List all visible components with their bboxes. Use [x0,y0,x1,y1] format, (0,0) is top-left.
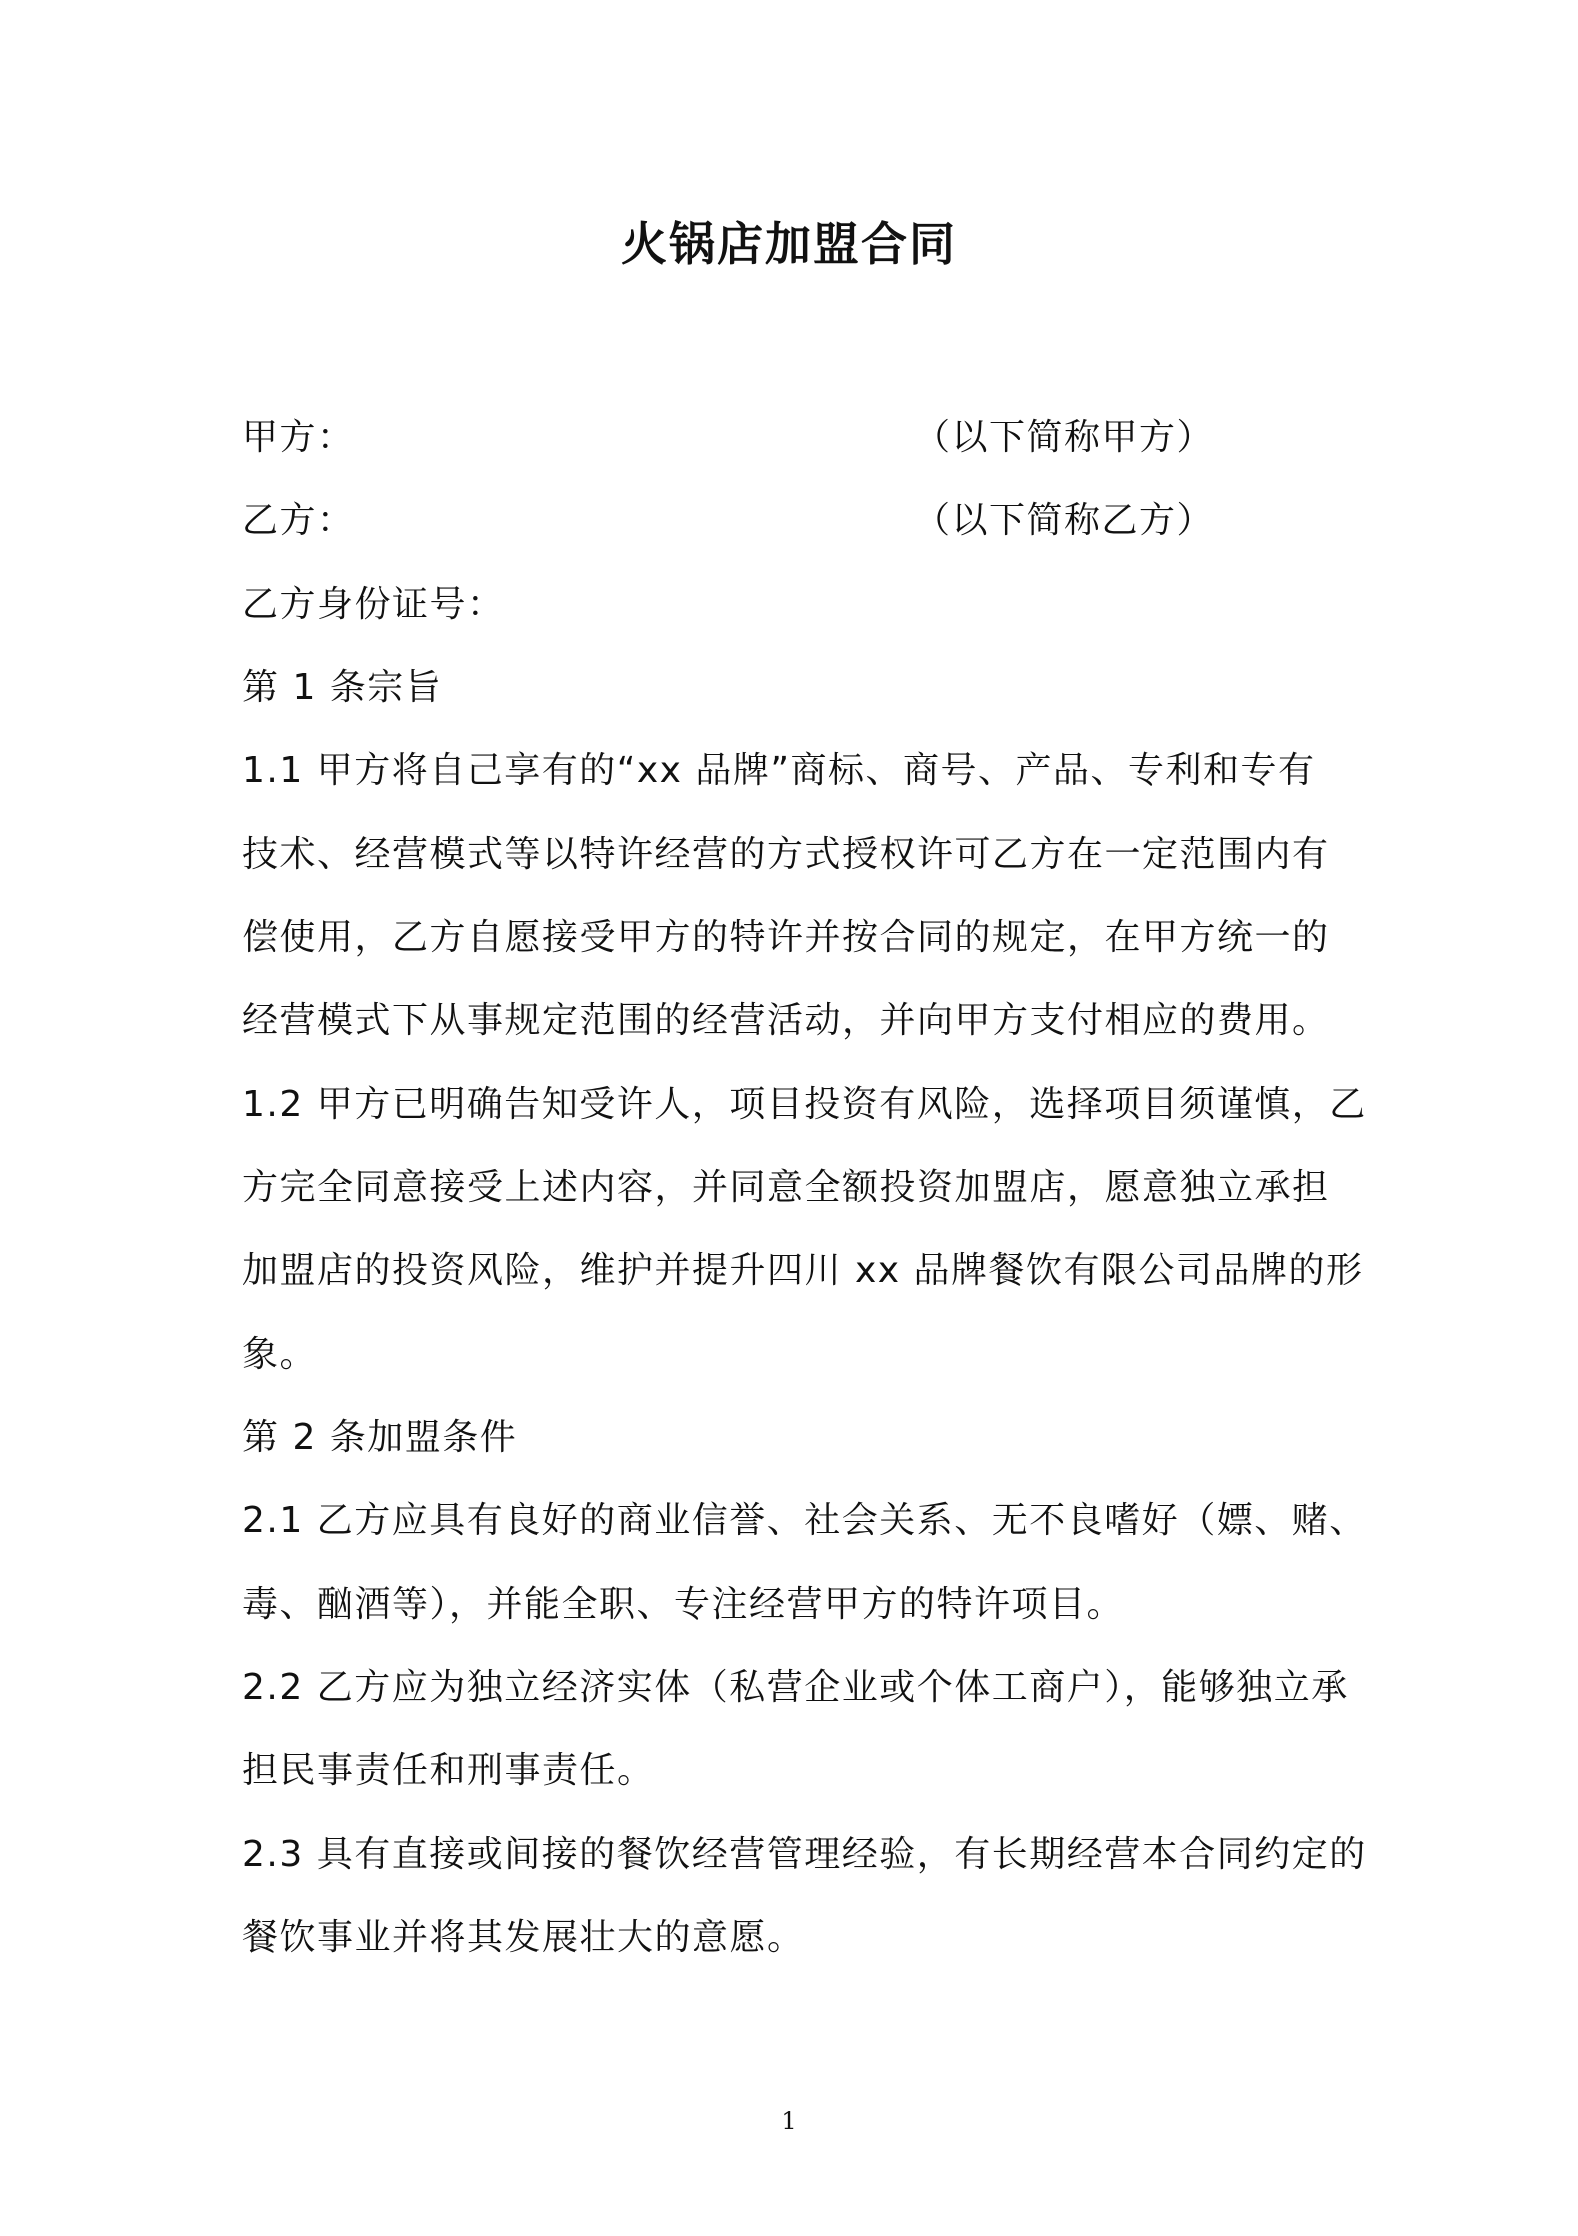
party-b-note: （以下简称乙方） [914,500,1215,541]
article-1-1-line-4: 经营模式下从事规定范围的经营活动，并向甲方支付相应的费用。 [242,1000,1330,1041]
article-1-heading: 第 1 条宗旨 [242,667,443,708]
party-b-id-label: 乙方身份证号： [242,584,505,625]
article-2-2-line-1: 2.2 乙方应为独立经济实体（私营企业或个体工商户），能够独立承 [242,1667,1349,1708]
article-2-3-line-1: 2.3 具有直接或间接的餐饮经营管理经验，有长期经营本合同约定的 [242,1834,1367,1875]
article-1-2-line-4: 象。 [242,1334,318,1375]
page-number: 1 [781,2107,797,2135]
party-a-label: 甲方： [242,417,355,458]
article-1-1-line-3: 偿使用，乙方自愿接受甲方的特许并按合同的规定，在甲方统一的 [242,917,1330,958]
party-a-note: （以下简称甲方） [914,417,1215,458]
article-1-1-line-1: 1.1 甲方将自己享有的“xx 品牌”商标、商号、产品、专利和专有 [242,750,1316,791]
article-1-2-line-2: 方完全同意接受上述内容，并同意全额投资加盟店，愿意独立承担 [242,1167,1330,1208]
article-1-2-line-3: 加盟店的投资风险，维护并提升四川 xx 品牌餐饮有限公司品牌的形 [242,1250,1364,1291]
article-2-heading: 第 2 条加盟条件 [242,1417,518,1458]
article-2-3-line-2: 餐饮事业并将其发展壮大的意愿。 [242,1917,805,1958]
article-1-1-line-2: 技术、经营模式等以特许经营的方式授权许可乙方在一定范围内有 [242,834,1330,875]
article-2-2-line-2: 担民事责任和刑事责任。 [242,1750,655,1791]
party-b-label: 乙方： [242,500,355,541]
article-2-1-line-1: 2.1 乙方应具有良好的商业信誉、社会关系、无不良嗜好（嫖、赌、 [242,1500,1367,1541]
document-title: 火锅店加盟合同 [621,217,957,271]
article-2-1-line-2: 毒、酗酒等），并能全职、专注经营甲方的特许项目。 [242,1584,1125,1625]
article-1-2-line-1: 1.2 甲方已明确告知受许人，项目投资有风险，选择项目须谨慎，乙 [242,1084,1367,1125]
